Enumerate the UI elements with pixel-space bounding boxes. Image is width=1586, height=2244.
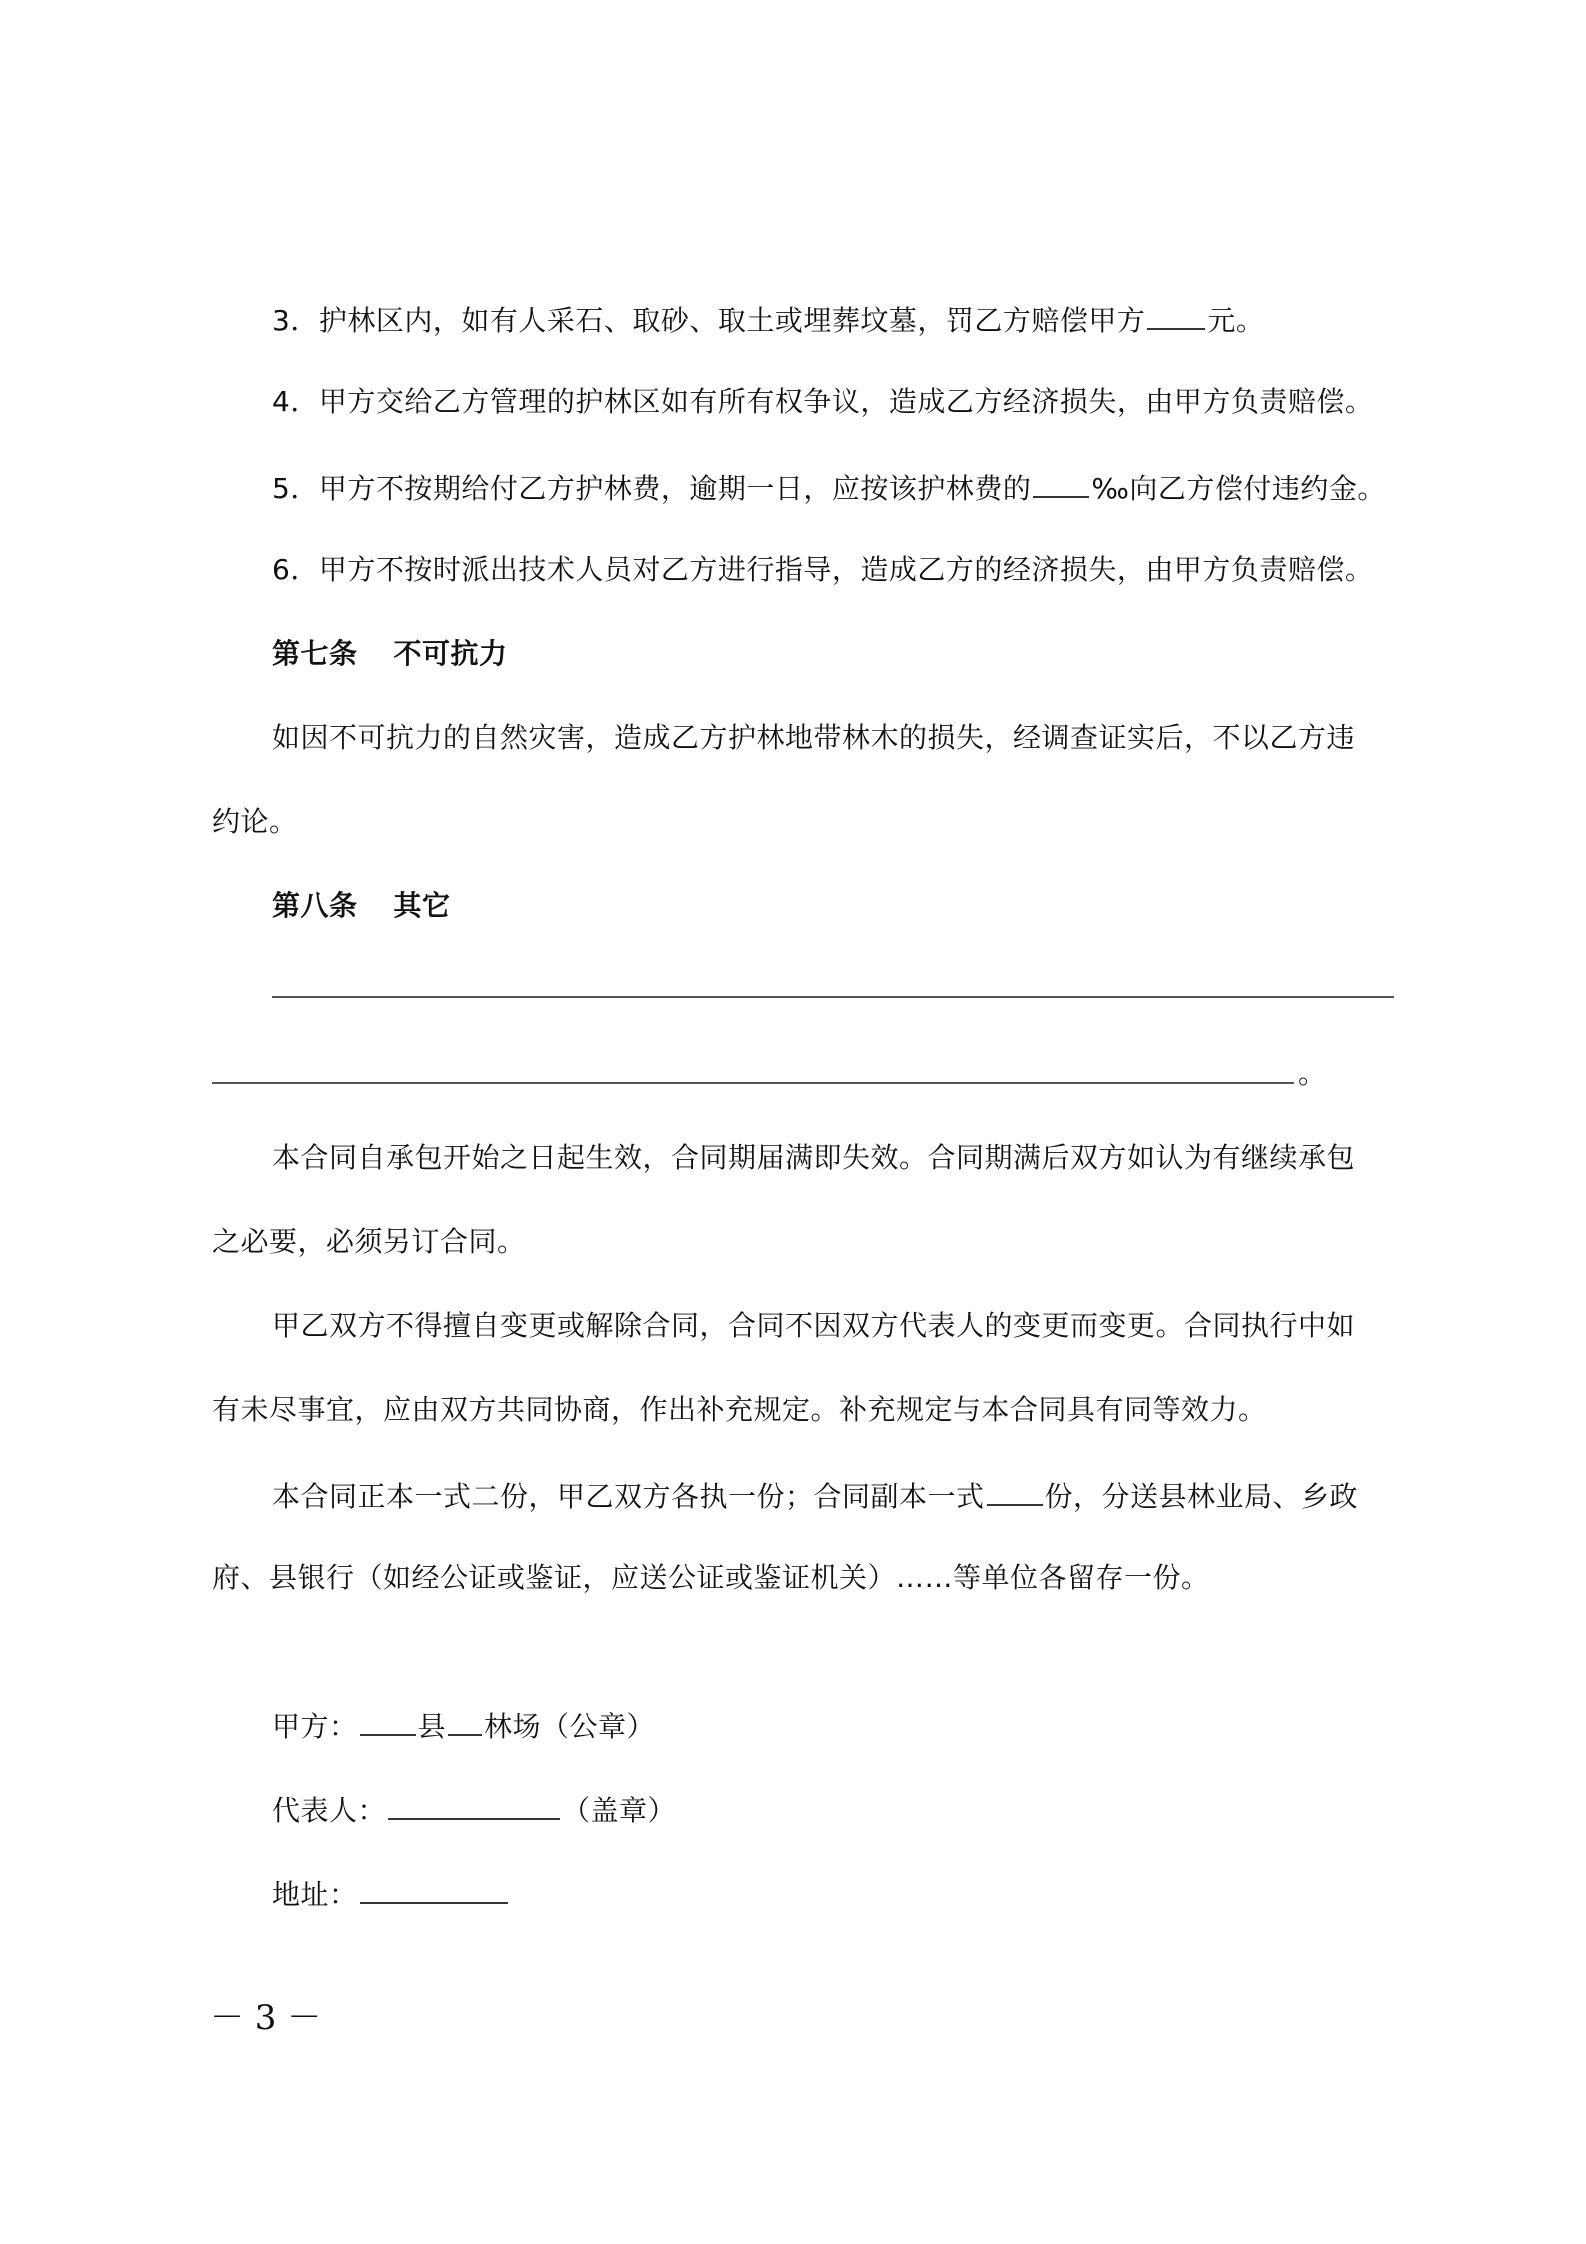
article-7-body-line-1: 如因不可抗力的自然灾害，造成乙方护林地带林木的损失，经调查证实后，不以乙方违 — [272, 721, 1356, 754]
copies-paragraph-line-2: 府、县银行（如经公证或鉴证，应送公证或鉴证机关）……等单位各留存一份。 — [212, 1561, 1210, 1594]
clause-item-4: 4．甲方交给乙方管理的护林区如有所有权争议，造成乙方经济损失，由甲方负责赔偿。 — [272, 385, 1374, 418]
representative-blank — [388, 1788, 560, 1820]
address-label: 地址： — [272, 1878, 358, 1911]
change-paragraph-line-1: 甲乙双方不得擅自变更或解除合同，合同不因双方代表人的变更而变更。合同执行中如 — [272, 1309, 1356, 1342]
article-8-heading — [272, 886, 451, 926]
party-a-label: 甲方： — [272, 1710, 358, 1743]
clause-item-5 — [272, 466, 1386, 509]
copies-text-b: 份，分送县林业局、乡政 — [1044, 1480, 1359, 1513]
representative-label: 代表人： — [272, 1794, 387, 1827]
clause-item-6: 6．甲方不按时派出技术人员对乙方进行指导，造成乙方的经济损失，由甲方负责赔偿。 — [272, 553, 1374, 586]
article-7-title: 不可抗力 — [393, 637, 508, 670]
address-line — [272, 1872, 510, 1915]
clause-item-5-text: 5．甲方不按期给付乙方护林费，逾期一日，应按该护林费的 — [272, 472, 1032, 505]
farm-label: 林场（公章） — [484, 1710, 656, 1743]
article-8-end-mark: 。 — [1298, 1057, 1327, 1090]
article-8-fill-line-2 — [212, 1082, 1294, 1084]
rate-blank — [1033, 466, 1089, 498]
article-8-number: 第八条 — [272, 889, 358, 922]
clause-item-5-suffix: ‰向乙方偿付违约金。 — [1091, 472, 1386, 505]
clause-item-3-suffix: 元。 — [1207, 304, 1265, 337]
farm-name-blank — [448, 1704, 482, 1736]
clause-item-3 — [272, 298, 1264, 341]
representative-seal: （盖章） — [562, 1794, 677, 1827]
copies-paragraph-line-1 — [272, 1474, 1358, 1517]
county-label: 县 — [417, 1710, 447, 1743]
article-7-heading — [272, 634, 508, 674]
article-8-title: 其它 — [393, 889, 451, 922]
change-paragraph-line-2: 有未尽事宜，应由双方共同协商，作出补充规定。补充规定与本合同具有同等效力。 — [212, 1393, 1267, 1426]
effect-paragraph-line-2: 之必要，必须另订合同。 — [212, 1225, 526, 1258]
effect-paragraph-line-1: 本合同自承包开始之日起生效，合同期届满即失效。合同期满后双方如认为有继续承包 — [272, 1141, 1356, 1174]
article-8-fill-line-1 — [272, 996, 1394, 998]
representative-line — [272, 1788, 676, 1831]
article-7-body-line-2: 约论。 — [212, 805, 298, 838]
copies-text-a: 本合同正本一式二份，甲乙双方各执一份；合同副本一式 — [272, 1480, 985, 1513]
amount-blank — [1147, 298, 1205, 330]
party-a-line — [272, 1704, 655, 1747]
page-number: － 3 － — [210, 1998, 322, 2038]
address-blank — [360, 1872, 508, 1904]
copies-count-blank — [987, 1474, 1043, 1506]
clause-item-3-text: 3．护林区内，如有人采石、取砂、取土或埋葬坟墓，罚乙方赔偿甲方 — [272, 304, 1146, 337]
county-name-blank — [360, 1704, 416, 1736]
article-7-number: 第七条 — [272, 637, 358, 670]
